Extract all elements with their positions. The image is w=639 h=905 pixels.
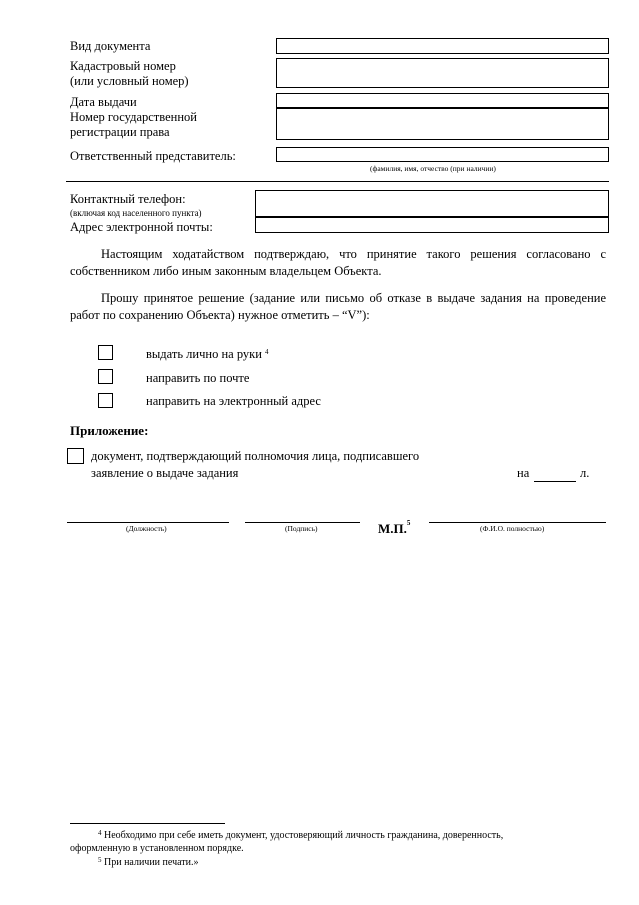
footnote-4-continued: оформленную в установленном порядке. (70, 843, 244, 854)
confirm-paragraph: Настоящим ходатайством подтверждаю, что принятие такого решения согласовано с собственником либо иным законным владельцем Объекта. (70, 247, 606, 278)
footnote-ref-5: 5 (406, 519, 411, 527)
phone-field[interactable] (255, 190, 609, 217)
reg-number-field[interactable] (276, 108, 609, 140)
label-cadastral-note: (или условный номер) (70, 74, 189, 88)
request-paragraph: Прошу принятое решение (задание или письмо об отказе в выдаче задания на проведение работ по сохранению Объекта) нужное отметить – “V”): (70, 291, 606, 322)
option-label-mail: направить по почте (146, 371, 250, 385)
label-doc-type: Вид документа (70, 39, 151, 53)
appendix-checkbox[interactable] (67, 448, 84, 464)
stamp-place: М.П.$^5$ (378, 519, 411, 536)
signature-caption: (Подпись) (285, 524, 318, 533)
footnote-ref-4: 4 (265, 348, 269, 356)
doc-type-field[interactable] (276, 38, 609, 54)
footnote-4: $^4$ Необходимо при себе иметь документ, удостоверяющий личность гражданина, доверенность, (98, 829, 504, 841)
issue-date-field[interactable] (276, 93, 609, 108)
label-phone: Контактный телефон: (70, 192, 186, 206)
email-field[interactable] (255, 217, 609, 233)
responsible-field[interactable] (276, 147, 609, 162)
option-checkbox-email[interactable] (98, 393, 113, 408)
option-label-in-person: выдать лично на руки $^4$ (146, 347, 269, 361)
signature-line[interactable] (245, 522, 360, 523)
label-reg-number-2: регистрации права (70, 125, 170, 139)
section-divider (66, 181, 609, 182)
pages-suffix: л. (580, 466, 590, 480)
appendix-item-line1: документ, подтверждающий полномочия лица, подписавшего (91, 449, 420, 463)
label-reg-number: Номер государственной (70, 110, 197, 124)
appendix-item-line2: заявление о выдаче задания (91, 466, 239, 480)
pages-count-line[interactable] (534, 481, 576, 482)
label-responsible: Ответственный представитель: (70, 149, 236, 163)
pages-prefix: на (517, 466, 530, 480)
option-checkbox-mail[interactable] (98, 369, 113, 384)
appendix-title: Приложение: (70, 423, 149, 438)
label-cadastral: Кадастровый номер (70, 59, 176, 73)
label-email: Адрес электронной почты: (70, 220, 213, 234)
full-name-caption: (Ф.И.О. полностью) (480, 524, 545, 533)
footnote-5: $^5$ При наличии печати.» (98, 856, 199, 868)
label-issue-date: Дата выдачи (70, 95, 137, 109)
option-label-email: направить на электронный адрес (146, 394, 321, 408)
position-line[interactable] (67, 522, 229, 523)
cadastral-field[interactable] (276, 58, 609, 88)
phone-hint: (включая код населенного пункта) (70, 208, 202, 218)
responsible-hint: (фамилия, имя, отчество (при наличии) (370, 164, 496, 173)
full-name-line[interactable] (429, 522, 606, 523)
footnote-separator (70, 823, 225, 824)
position-caption: (Должность) (126, 524, 167, 533)
option-checkbox-in-person[interactable] (98, 345, 113, 360)
